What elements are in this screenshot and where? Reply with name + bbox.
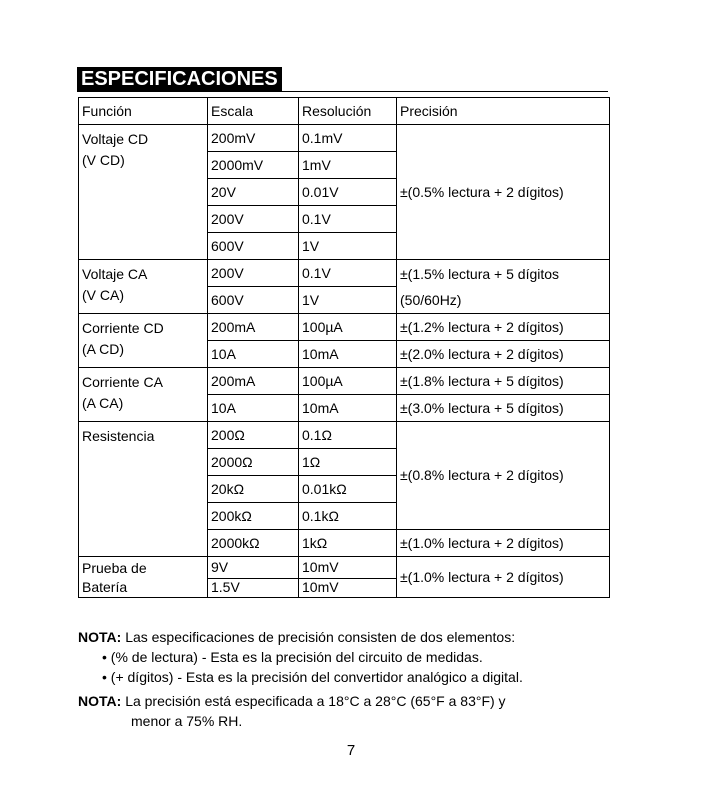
resolution-cell: 0.1kΩ: [299, 503, 397, 530]
range-cell: 1.5V: [208, 578, 299, 597]
range-cell: 600V: [208, 287, 299, 314]
note-2: [78, 691, 678, 711]
range-cell: 200V: [208, 260, 299, 287]
range-cell: 200mA: [208, 314, 299, 341]
precision-cell: ±(1.8% lectura + 5 dígitos): [397, 368, 610, 395]
function-cell: [79, 125, 208, 260]
specifications-table: [78, 97, 610, 598]
function-cell: [79, 422, 208, 557]
table-row: [79, 368, 610, 395]
function-cell: [79, 314, 208, 368]
range-cell: 200mV: [208, 125, 299, 152]
note-bullet: • (% de lectura) - Esta es la precisión del circuito de medidas.: [102, 649, 483, 665]
resolution-cell: 10mA: [299, 395, 397, 422]
range-cell: 200V: [208, 206, 299, 233]
function-abbr: (A CD): [82, 341, 124, 357]
resolution-cell: 10mV: [299, 578, 397, 597]
resolution-cell: 0.01V: [299, 179, 397, 206]
function-name: Corriente CA: [82, 374, 163, 390]
resolution-cell: 1V: [299, 233, 397, 260]
note-1: [78, 627, 678, 647]
resolution-cell: 1Ω: [299, 449, 397, 476]
table-row: [79, 314, 610, 341]
resolution-cell: 100µA: [299, 314, 397, 341]
note-bullet: • (+ dígitos) - Esta es la precisión del convertidor analógico a digital.: [102, 669, 523, 685]
note-text: La precisión está especificada a 18°C a 28°C (65°F a 83°F) y: [125, 693, 506, 709]
function-cell: [79, 260, 208, 314]
function-name: Voltaje CD: [82, 131, 149, 147]
page-number: 7: [346, 742, 356, 759]
function-name-cont: Batería: [82, 579, 128, 595]
note-label: NOTA:: [78, 693, 122, 709]
resolution-cell: 10mV: [299, 557, 397, 579]
range-cell: 2000mV: [208, 152, 299, 179]
precision-cell: ±(0.5% lectura + 2 dígitos): [397, 125, 610, 260]
note-label: NOTA:: [78, 629, 122, 645]
note-text: Las especificaciones de precisión consisten de dos elementos:: [125, 629, 516, 645]
precision-cell: [397, 260, 610, 314]
precision-line: (50/60Hz): [400, 291, 462, 308]
precision-cell: ±(1.2% lectura + 2 dígitos): [397, 314, 610, 341]
function-cell: [79, 557, 208, 598]
precision-cell: ±(1.0% lectura + 2 dígitos): [397, 530, 610, 557]
header-precision: Precisión: [397, 98, 610, 125]
function-abbr: (A CA): [82, 395, 124, 411]
function-cell: [79, 368, 208, 422]
resolution-cell: 1mV: [299, 152, 397, 179]
resolution-cell: 1V: [299, 287, 397, 314]
table-header-row: [79, 98, 610, 125]
range-cell: 2000Ω: [208, 449, 299, 476]
range-cell: 200kΩ: [208, 503, 299, 530]
precision-line: ±(1.5% lectura + 5 dígitos: [400, 265, 560, 282]
function-name: Voltaje CA: [82, 266, 148, 282]
precision-cell: ±(2.0% lectura + 2 dígitos): [397, 341, 610, 368]
range-cell: 2000kΩ: [208, 530, 299, 557]
resolution-cell: 0.1Ω: [299, 422, 397, 449]
resolution-cell: 0.1V: [299, 260, 397, 287]
resolution-cell: 1kΩ: [299, 530, 397, 557]
precision-cell: ±(0.8% lectura + 2 dígitos): [397, 422, 610, 530]
resolution-cell: 100µA: [299, 368, 397, 395]
range-cell: 9V: [208, 557, 299, 579]
table-row: [79, 125, 610, 152]
function-name: Corriente CD: [82, 320, 164, 336]
function-abbr: (V CA): [82, 287, 124, 303]
table-row: [79, 557, 610, 579]
title-rule: [77, 91, 608, 92]
page-title: ESPECIFICACIONES: [77, 67, 282, 91]
resolution-cell: 0.1mV: [299, 125, 397, 152]
table-row: [79, 422, 610, 449]
resolution-cell: 0.1V: [299, 206, 397, 233]
range-cell: 200mA: [208, 368, 299, 395]
table-row: [79, 260, 610, 287]
header-funcion: Función: [79, 98, 208, 125]
notes-section: [78, 627, 678, 731]
range-cell: 200Ω: [208, 422, 299, 449]
precision-cell: ±(3.0% lectura + 5 dígitos): [397, 395, 610, 422]
range-cell: 600V: [208, 233, 299, 260]
range-cell: 10A: [208, 341, 299, 368]
resolution-cell: 10mA: [299, 341, 397, 368]
header-escala: Escala: [208, 98, 299, 125]
function-name: Prueba de: [82, 560, 147, 576]
range-cell: 20V: [208, 179, 299, 206]
note-text-continued: menor a 75% RH.: [131, 713, 243, 729]
resolution-cell: 0.01kΩ: [299, 476, 397, 503]
header-resolucion: Resolución: [299, 98, 397, 125]
precision-cell: ±(1.0% lectura + 2 dígitos): [397, 557, 610, 598]
function-abbr: (V CD): [82, 152, 125, 168]
function-name: Resistencia: [82, 428, 155, 444]
range-cell: 10A: [208, 395, 299, 422]
range-cell: 20kΩ: [208, 476, 299, 503]
